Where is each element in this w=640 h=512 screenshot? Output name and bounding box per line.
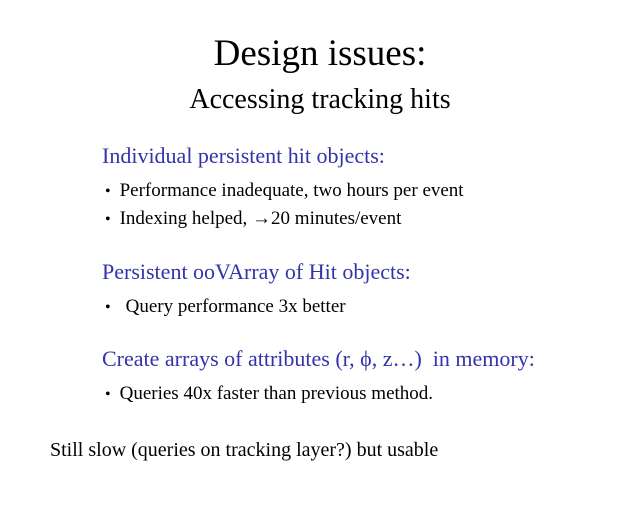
bullet-icon: •: [105, 183, 111, 201]
bullet-text: Performance inadequate, two hours per event: [119, 180, 464, 202]
bullet-item: [102, 293, 620, 321]
bullet-item: [102, 380, 620, 408]
section-persistent-oovarray: [102, 259, 620, 321]
slide-subtitle: Accessing tracking hits: [189, 84, 451, 115]
section-heading: Create arrays of attributes (r, ϕ, z…) in memory:: [102, 346, 535, 371]
section-heading: Persistent ooVArray of Hit objects:: [102, 259, 411, 284]
section-heading: Individual persistent hit objects:: [102, 143, 385, 168]
bullet-item: [102, 177, 620, 205]
bullet-icon: •: [105, 211, 111, 229]
section-create-arrays: [102, 346, 620, 408]
slide-title: Design issues:: [213, 33, 427, 74]
bullet-item: [102, 205, 620, 233]
section-individual-persistent-hits: [102, 143, 620, 233]
bullet-icon: •: [105, 299, 111, 317]
bullet-text: Indexing helped, →20 minutes/event: [119, 208, 402, 230]
bullet-icon: •: [105, 386, 111, 404]
footer-note: Still slow (queries on tracking layer?) but usable: [50, 439, 439, 461]
bullet-text: Queries 40x faster than previous method.: [119, 383, 434, 405]
bullet-text: Query performance 3x better: [125, 296, 346, 318]
